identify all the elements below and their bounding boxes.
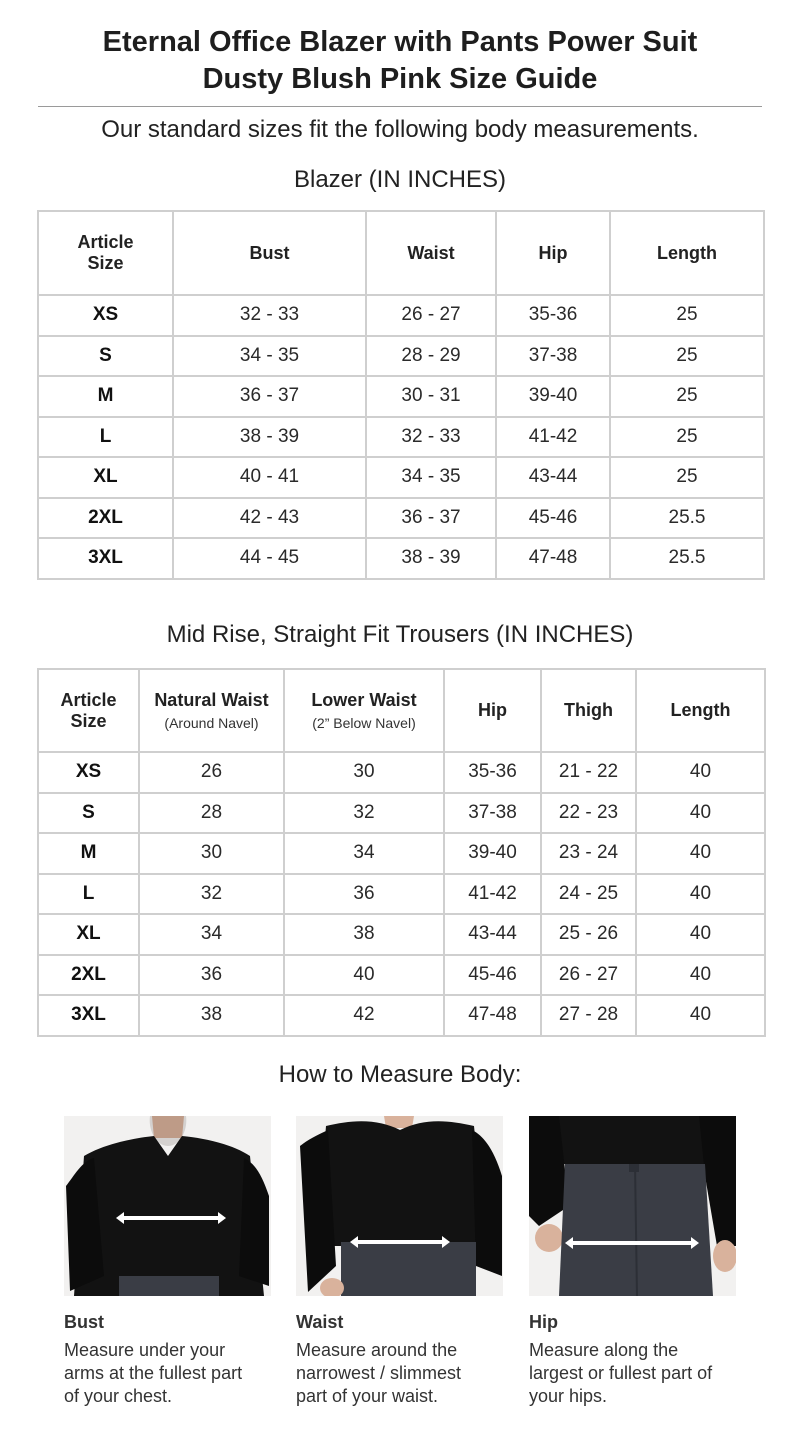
waist-cell: 36 - 37 — [366, 498, 496, 539]
waist-measure-image — [296, 1116, 503, 1296]
length-cell: 25.5 — [610, 498, 764, 539]
bust-cell: 32 - 33 — [173, 295, 366, 336]
trousers-size-table — [37, 668, 766, 1037]
natural-waist-cell: 30 — [139, 833, 284, 874]
size-cell: M — [38, 376, 173, 417]
title-divider — [38, 106, 762, 107]
hip-cell: 45-46 — [444, 955, 541, 996]
table-row — [38, 376, 764, 417]
size-cell: XL — [38, 914, 139, 955]
length-cell: 40 — [636, 955, 765, 996]
hip-measure-image — [529, 1116, 736, 1296]
header-article: Article — [60, 689, 117, 710]
lower-waist-cell: 38 — [284, 914, 444, 955]
length-cell: 25 — [610, 376, 764, 417]
table-row — [38, 336, 764, 377]
bust-caption-line: of your chest. — [64, 1386, 173, 1406]
hip-cell: 39-40 — [444, 833, 541, 874]
hip-cell: 47-48 — [444, 995, 541, 1036]
length-cell: 25.5 — [610, 538, 764, 579]
waist-cell: 26 - 27 — [366, 295, 496, 336]
header-length: Length — [636, 669, 765, 752]
table-row — [38, 995, 765, 1036]
size-cell: 2XL — [38, 955, 139, 996]
lower-waist-cell: 34 — [284, 833, 444, 874]
length-cell: 25 — [610, 295, 764, 336]
header-natural-waist-label: Natural Waist — [154, 690, 269, 710]
hip-cell: 41-42 — [444, 874, 541, 915]
waist-caption-title: Waist — [296, 1312, 344, 1332]
thigh-cell: 23 - 24 — [541, 833, 636, 874]
hip-cell: 35-36 — [444, 752, 541, 793]
lower-waist-cell: 30 — [284, 752, 444, 793]
hip-cell: 39-40 — [496, 376, 610, 417]
lower-waist-cell: 42 — [284, 995, 444, 1036]
size-cell: S — [38, 336, 173, 377]
length-cell: 40 — [636, 833, 765, 874]
natural-waist-cell: 26 — [139, 752, 284, 793]
table-row — [38, 417, 764, 458]
length-cell: 25 — [610, 417, 764, 458]
table-row — [38, 295, 764, 336]
trousers-header-row — [38, 669, 765, 752]
bust-caption-line: Measure under your — [64, 1340, 226, 1360]
bust-measure-image — [64, 1116, 271, 1296]
waist-caption-line: narrowest / slimmest — [296, 1363, 462, 1383]
size-cell: XL — [38, 457, 173, 498]
hip-cell: 45-46 — [496, 498, 610, 539]
bust-caption-title: Bust — [64, 1312, 104, 1332]
title-line-1: Eternal Office Blazer with Pants Power Suit — [102, 26, 698, 58]
hip-cell: 37-38 — [496, 336, 610, 377]
length-cell: 40 — [636, 914, 765, 955]
header-length: Length — [610, 211, 764, 295]
waist-caption-line: Measure around the — [296, 1340, 458, 1360]
length-cell: 40 — [636, 793, 765, 834]
blazer-size-table — [37, 210, 765, 580]
waist-cell: 32 - 33 — [366, 417, 496, 458]
thigh-cell: 26 - 27 — [541, 955, 636, 996]
header-thigh: Thigh — [541, 669, 636, 752]
length-cell: 25 — [610, 336, 764, 377]
blazer-header-row — [38, 211, 764, 295]
how-to-measure-title: How to Measure Body: — [278, 1061, 522, 1088]
size-cell: L — [38, 874, 139, 915]
intro-text: Our standard sizes fit the following body measurements. — [101, 116, 699, 143]
bust-caption-text — [64, 1339, 274, 1408]
bust-cell: 44 - 45 — [173, 538, 366, 579]
bust-cell: 42 - 43 — [173, 498, 366, 539]
hip-caption — [529, 1311, 739, 1408]
length-cell: 25 — [610, 457, 764, 498]
table-row — [38, 538, 764, 579]
hip-cell: 43-44 — [496, 457, 610, 498]
table-row — [38, 833, 765, 874]
hip-cell: 37-38 — [444, 793, 541, 834]
header-bust: Bust — [173, 211, 366, 295]
natural-waist-cell: 36 — [139, 955, 284, 996]
header-natural-waist — [139, 669, 284, 752]
header-lower-waist-sub: (2” Below Navel) — [312, 715, 416, 731]
header-lower-waist — [284, 669, 444, 752]
natural-waist-cell: 38 — [139, 995, 284, 1036]
header-size: Size — [87, 253, 124, 273]
table-row — [38, 752, 765, 793]
trousers-section-title: Mid Rise, Straight Fit Trousers (IN INCHES) — [166, 621, 634, 648]
lower-waist-cell: 32 — [284, 793, 444, 834]
thigh-cell: 21 - 22 — [541, 752, 636, 793]
waist-cell: 28 - 29 — [366, 336, 496, 377]
lower-waist-cell: 40 — [284, 955, 444, 996]
header-lower-waist-label: Lower Waist — [311, 690, 417, 710]
waist-caption-line: part of your waist. — [296, 1386, 439, 1406]
length-cell: 40 — [636, 995, 765, 1036]
thigh-cell: 25 - 26 — [541, 914, 636, 955]
table-row — [38, 457, 764, 498]
waist-caption-text — [296, 1339, 506, 1408]
title-line-2: Dusty Blush Pink Size Guide — [202, 63, 598, 95]
table-row — [38, 914, 765, 955]
waist-cell: 30 - 31 — [366, 376, 496, 417]
size-cell: XS — [38, 295, 173, 336]
header-waist: Waist — [366, 211, 496, 295]
blazer-section-title: Blazer (IN INCHES) — [293, 166, 507, 193]
waist-cell: 38 - 39 — [366, 538, 496, 579]
bust-cell: 36 - 37 — [173, 376, 366, 417]
bust-caption-line: arms at the fullest part — [64, 1363, 243, 1383]
thigh-cell: 22 - 23 — [541, 793, 636, 834]
hip-cell: 35-36 — [496, 295, 610, 336]
thigh-cell: 24 - 25 — [541, 874, 636, 915]
size-cell: 3XL — [38, 538, 173, 579]
bust-cell: 40 - 41 — [173, 457, 366, 498]
header-article-size — [38, 211, 173, 295]
waist-caption — [296, 1311, 506, 1408]
header-hip: Hip — [496, 211, 610, 295]
natural-waist-cell: 32 — [139, 874, 284, 915]
table-row — [38, 955, 765, 996]
natural-waist-cell: 34 — [139, 914, 284, 955]
hip-caption-line: your hips. — [529, 1386, 608, 1406]
table-row — [38, 498, 764, 539]
waist-cell: 34 - 35 — [366, 457, 496, 498]
natural-waist-cell: 28 — [139, 793, 284, 834]
hip-caption-title: Hip — [529, 1312, 558, 1332]
length-cell: 40 — [636, 752, 765, 793]
table-row — [38, 793, 765, 834]
lower-waist-cell: 36 — [284, 874, 444, 915]
header-hip: Hip — [444, 669, 541, 752]
hip-cell: 41-42 — [496, 417, 610, 458]
header-article: Article — [77, 232, 134, 252]
size-cell: 3XL — [38, 995, 139, 1036]
hip-caption-text — [529, 1339, 739, 1408]
header-article-size — [38, 669, 139, 752]
header-natural-waist-sub: (Around Navel) — [164, 715, 259, 731]
size-cell: M — [38, 833, 139, 874]
thigh-cell: 27 - 28 — [541, 995, 636, 1036]
page-title — [0, 24, 800, 98]
size-cell: XS — [38, 752, 139, 793]
hip-cell: 47-48 — [496, 538, 610, 579]
bust-cell: 38 - 39 — [173, 417, 366, 458]
hip-caption-line: largest or fullest part of — [529, 1363, 713, 1383]
table-row — [38, 874, 765, 915]
bust-caption — [64, 1311, 274, 1408]
size-cell: 2XL — [38, 498, 173, 539]
bust-cell: 34 - 35 — [173, 336, 366, 377]
hip-cell: 43-44 — [444, 914, 541, 955]
hip-caption-line: Measure along the — [529, 1340, 679, 1360]
header-size: Size — [70, 710, 107, 731]
size-cell: S — [38, 793, 139, 834]
size-cell: L — [38, 417, 173, 458]
length-cell: 40 — [636, 874, 765, 915]
